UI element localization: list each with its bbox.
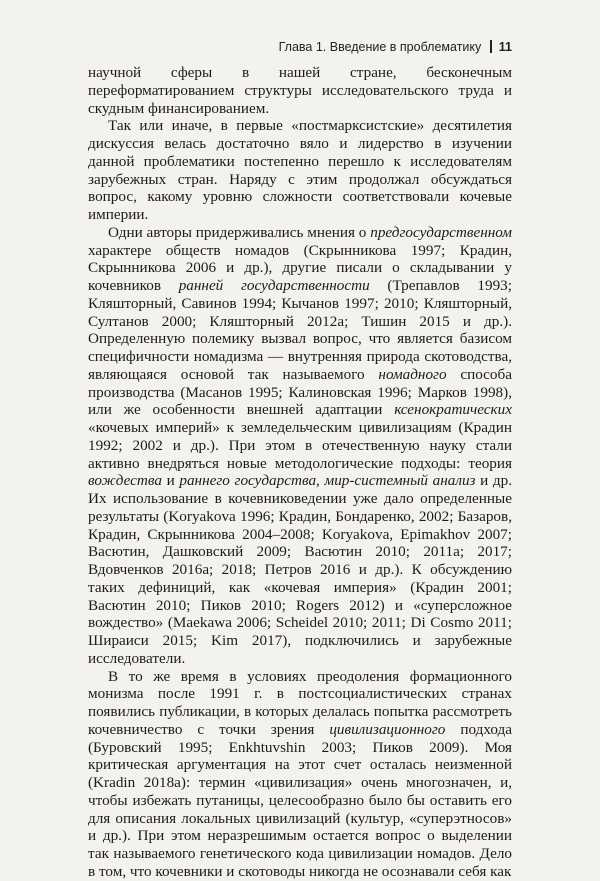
- body-text: [88, 64, 512, 881]
- text-run: и др. Их использование в кочевниковедении уже дало определенные результаты (Korуakova 1996; Крадин, Бондаренко, 2002; Базаров, Крадин, Скрынникова 2004–2008; Korуakova, Epimakhov 2007; Васютин, Дашковский 2009; Васютин 2010; 2011a; 2017; Вдовченков 2016a; 2018; Петров 2016 и др.). К обсуждению таких дефиниций, как «кочевая империя» (Крадин 2001; Васютин 2010; Пиков 2010; Rogers 2012) и «суперсложное вождество» (Maekawa 2006; Scheidel 2010; 2011; Di Cosmo 2011; Шираиси 2015; Kim 2017), подключились и зарубежные исследователи.: [88, 472, 513, 667]
- italic-term: ранней государственности: [178, 277, 370, 294]
- text-run: В то же время в условиях преодоления формационного монизма после 1991 г. в постсоциалистических странах появились публикации, в которых делалась попытка рассмотреть кочевничество с точки зрения: [88, 667, 512, 738]
- text-run: Так или иначе, в первые «постмарксистские» десятилетия дискуссия велась достаточно вяло и лидерство в изучении данной проблематики постепенно перешло к исследователям зарубежных стран. Наряду с этим продолжал обсуждаться вопрос, какому уровню сложности соответствовали кочевые империи.: [88, 117, 512, 223]
- text-run: «кочевых империй» к земледельческим цивилизациям (Крадин 1992; 2002 и др.). При этом в отечественную науку стали активно внедряться новые методологические подходы: теория: [88, 419, 512, 472]
- italic-term: раннего государства: [179, 472, 317, 490]
- paragraph: [88, 117, 512, 224]
- running-head: [88, 40, 512, 54]
- chapter-title: Глава 1. Введение в проблематику: [278, 40, 482, 54]
- text-run: ,: [316, 472, 325, 490]
- text-run: подхода (Буровский 1995; Enkhtuvshin 2003; Пиков 2009). Моя критическая аргументация на этот счет осталась неизменной (Kradin 2018a): термин «цивилизация» очень многозначен, и, чтобы избежать путаницы, целесообразно было бы оставить его для описания локальных цивилизаций (культур, «суперэтносов» и др.). При этом неразрешимым остается вопрос о выделении так называемого генетического кода цивилизации номадов. Дело в том, что кочевники и скотоводы никогда не осознавали себя как: [88, 720, 512, 880]
- italic-term: цивилизационного: [329, 720, 446, 738]
- italic-term: предгосударственном: [370, 223, 512, 241]
- text-run: и: [161, 472, 180, 490]
- text-run: научной сферы в нашей стране, бесконечным переформатированием структуры исследовательского труда и скудным финансированием.: [88, 64, 512, 117]
- text-run: (Трепавлов 1993; Кляшторный, Савинов 1994; Кычанов 1997; 2010; Кляшторный, Султанов 2000; Кляшторный 2012а; Тишин 2015 и др.). Определенную полемику вызвал вопрос, что является базисом специфичности номадизма — внутренняя природа скотоводства, являющаяся основой так называемого: [88, 277, 512, 383]
- italic-term: номадного: [378, 365, 447, 383]
- italic-term: мир-системный анализ: [324, 472, 476, 490]
- text-run: характере обществ номадов (Скрынникова 1997; Крадин, Скрынникова 2006 и др.), другие писали о складывании у кочевников: [88, 241, 512, 294]
- page-number: 11: [498, 40, 512, 54]
- italic-term: ксенократических: [394, 401, 512, 419]
- text-run: Одни авторы придерживались мнения о: [108, 223, 371, 241]
- header-separator: [490, 40, 492, 53]
- italic-term: вождества: [88, 472, 162, 490]
- text-run: способа производства (Масанов 1995; Калиновская 1996; Марков 1998), или же особенности внешней адаптации: [88, 365, 512, 419]
- paragraph: [88, 224, 512, 668]
- paragraph: [88, 668, 512, 881]
- paragraph: [88, 64, 512, 117]
